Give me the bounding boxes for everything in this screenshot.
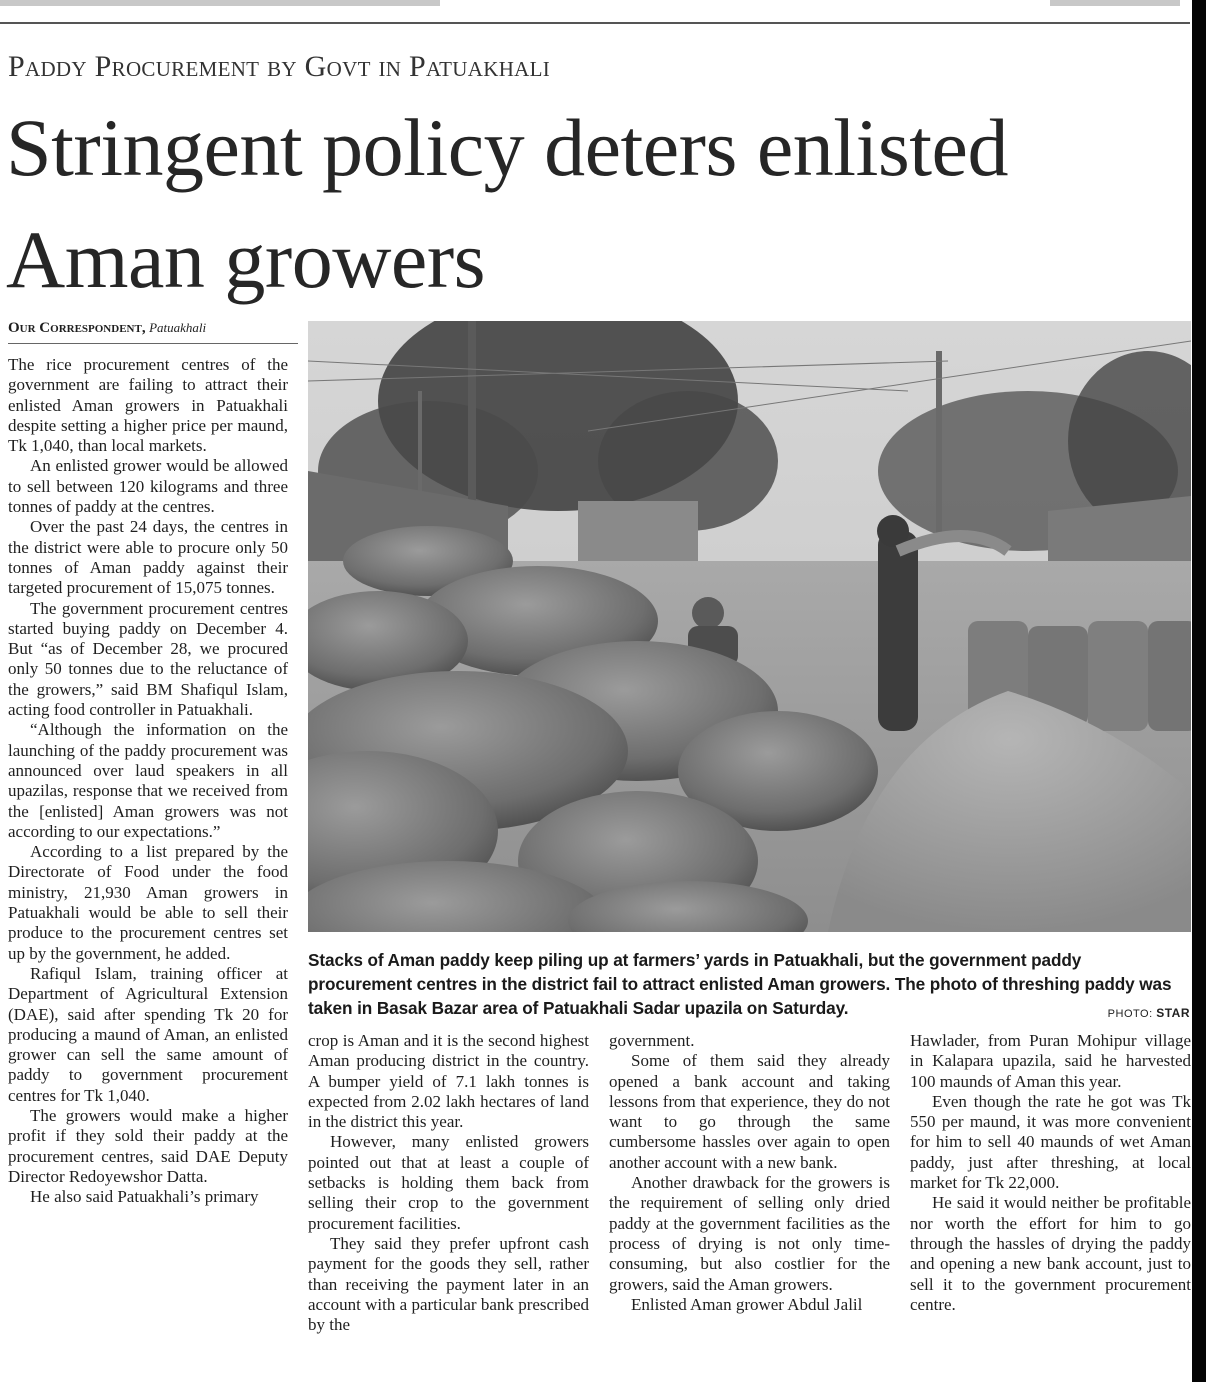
byline-location: Patuakhali bbox=[149, 320, 207, 335]
article-column-4 bbox=[910, 1031, 1191, 1315]
byline bbox=[8, 320, 298, 344]
article-headline: Stringent policy deters enlisted Aman growers bbox=[6, 102, 1008, 305]
page-edge bbox=[1192, 0, 1206, 1382]
paragraph: An enlisted grower would be allowed to sell between 120 kilograms and three tonnes of paddy at the centres. bbox=[8, 456, 288, 517]
header-rule bbox=[0, 22, 1190, 24]
paragraph: According to a list prepared by the Directorate of Food under the food ministry, 21,930 Aman growers in Patuakhali would be able to sell their produce to the procurement centres set up by the government, he added. bbox=[8, 842, 288, 963]
paragraph: He said it would neither be profitable nor worth the effort for him to go through the hassles of drying the paddy and opening a new bank account, just to sell it to the government procurement centre. bbox=[910, 1193, 1191, 1314]
article-column-1 bbox=[8, 355, 288, 1207]
paragraph: They said they prefer upfront cash payment for the goods they sell, rather than receiving the payment later in an account with a particular bank prescribed by the bbox=[308, 1233, 589, 1335]
paragraph: “Although the information on the launching of the paddy procurement was announced over laud speakers in all upazilas, response that we received from the [enlisted] Aman growers was not according to our expectations.” bbox=[8, 720, 288, 841]
paragraph: Hawlader, from Puran Mohipur village in Kalapara upazila, said he harvested 100 maunds of Aman this year. bbox=[910, 1031, 1191, 1091]
paragraph: Rafiqul Islam, training officer at Department of Agricultural Extension (DAE), said after spending Tk 20 for producing a maund of Aman, an enlisted grower can sell the same amount of paddy to government procurement centres for Tk 1,040. bbox=[8, 963, 288, 1105]
photo-credit bbox=[1108, 1006, 1190, 1020]
article-column-2 bbox=[308, 1031, 589, 1335]
paragraph: The growers would make a higher profit if they sold their paddy at the procurement centres, said DAE Deputy Director Redoyewshor Datta. bbox=[8, 1105, 288, 1186]
paragraph: Over the past 24 days, the centres in the district were able to procure only 50 tonnes of Aman paddy against their targeted procurement of 15,075 tonnes. bbox=[8, 517, 288, 598]
byline-author: Our Correspondent, bbox=[8, 320, 146, 336]
threshing-paddy-photo bbox=[308, 321, 1191, 932]
paragraph: government. bbox=[609, 1031, 695, 1050]
paragraph: Some of them said they already opened a bank account and taking lessons from that experience, they do not want to go through the same cumbersome hassles over again to open another account with a new bank. bbox=[609, 1051, 890, 1172]
paragraph: Even though the rate he got was Tk 550 per maund, it was more convenient for him to sell 40 maunds of wet Aman paddy, just after threshing, at local market for Tk 22,000. bbox=[910, 1091, 1191, 1193]
photo-credit-label: PHOTO: bbox=[1107, 1008, 1153, 1020]
article-kicker: Paddy Procurement by Govt in Patuakhali bbox=[8, 50, 551, 83]
article-column-3 bbox=[609, 1031, 890, 1315]
paragraph: crop is Aman and it is the second highest Aman producing district in the country. A bumper yield of 7.1 lakh tonnes is expected from 2.02 lakh hectares of land in the district this year. bbox=[308, 1031, 589, 1132]
article-photo bbox=[308, 321, 1191, 932]
paragraph: The government procurement centres started buying paddy on December 4. But “as of December 28, we procured only 50 tonnes due to the reluctance of the growers,” said BM Shafiqul Islam, acting food controller in Patuakhali. bbox=[8, 598, 288, 720]
paragraph: However, many enlisted growers pointed out that at least a couple of setbacks is holding them back from selling their crop to the government procurement facilities. bbox=[308, 1132, 589, 1233]
photo-caption: Stacks of Aman paddy keep piling up at farmers’ yards in Patuakhali, but the government paddy procurement centres in the district fail to attract enlisted Aman growers. The photo of threshing paddy was taken in Basak Bazar area of Patuakhali Sadar upazila on Saturday. bbox=[308, 950, 1172, 1018]
paragraph: The rice procurement centres of the government are failing to attract their enlisted Aman growers in Patuakhali despite setting a higher price per maund, Tk 1,040, than local markets. bbox=[8, 355, 288, 456]
paragraph: Another drawback for the growers is the requirement of selling only dried paddy at the government facilities as the process of drying is not only time-consuming, but also costlier for the growers, said the Aman growers. bbox=[609, 1173, 890, 1294]
previous-article-strip bbox=[0, 0, 440, 6]
photo-credit-source: STAR bbox=[1156, 1006, 1190, 1020]
page-header-strip bbox=[1050, 0, 1180, 6]
paragraph: He also said Patuakhali’s primary bbox=[30, 1187, 259, 1207]
paragraph: Enlisted Aman grower Abdul Jalil bbox=[631, 1294, 863, 1314]
